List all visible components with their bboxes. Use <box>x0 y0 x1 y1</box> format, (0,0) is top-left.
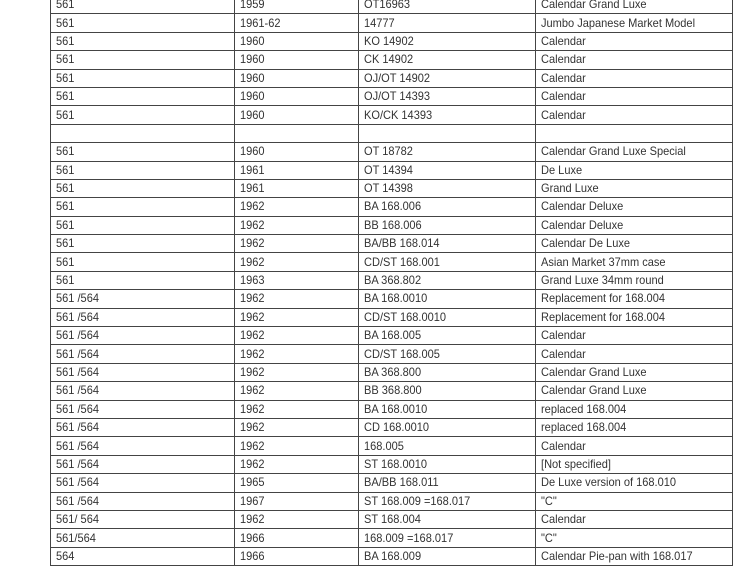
table-row <box>51 474 733 492</box>
reference-cell-text: 14777 <box>364 15 395 30</box>
description-cell[interactable] <box>535 235 732 253</box>
year-cell[interactable] <box>235 382 359 400</box>
year-cell[interactable] <box>235 290 359 308</box>
year-cell[interactable] <box>235 418 359 436</box>
reference-cell[interactable] <box>359 345 536 363</box>
reference-cell-text: BA 168.009 <box>364 548 422 563</box>
reference-cell[interactable] <box>359 455 536 473</box>
table-row <box>51 143 733 161</box>
description-cell-text: Calendar Grand Luxe <box>540 383 647 398</box>
model-cell[interactable] <box>51 235 235 253</box>
model-cell-text: 561 <box>56 107 75 122</box>
year-cell-text: 1966 <box>240 530 265 545</box>
year-cell[interactable] <box>235 124 359 142</box>
year-cell-text: 1963 <box>240 273 265 288</box>
model-cell-text: 561 /564 <box>56 346 99 361</box>
table-row <box>51 290 733 308</box>
year-cell[interactable] <box>235 547 359 565</box>
reference-cell[interactable] <box>359 106 536 124</box>
reference-cell-text: KO/CK 14393 <box>364 107 433 122</box>
table-row <box>51 51 733 69</box>
year-cell-text: 1962 <box>240 365 265 379</box>
model-cell-text: 561 <box>56 273 75 288</box>
description-cell-text: Calendar Deluxe <box>540 199 624 214</box>
year-cell[interactable] <box>235 492 359 510</box>
model-cell-text: 561 <box>56 70 75 85</box>
model-cell-text: 561 <box>56 144 75 159</box>
reference-cell[interactable] <box>359 32 536 50</box>
description-cell[interactable] <box>535 124 732 142</box>
year-cell-text: 1962 <box>240 420 265 435</box>
description-cell-text: Calendar <box>540 52 586 67</box>
description-cell[interactable] <box>535 510 732 528</box>
year-cell-text: 1961-62 <box>240 15 281 30</box>
year-cell-text: 1960 <box>240 89 265 104</box>
model-cell[interactable] <box>51 51 235 69</box>
year-cell[interactable] <box>235 14 359 32</box>
model-cell-text: 561 /564 <box>56 420 99 435</box>
description-cell[interactable] <box>535 400 732 418</box>
description-cell[interactable] <box>535 437 732 455</box>
reference-cell[interactable] <box>359 510 536 528</box>
description-cell-text: Calendar <box>540 512 586 527</box>
reference-cell[interactable] <box>359 235 536 253</box>
model-cell-text: 561 /564 <box>56 291 99 306</box>
reference-cell-text: BA/BB 168.011 <box>364 475 439 490</box>
description-cell[interactable] <box>535 382 732 400</box>
table-row <box>51 216 733 234</box>
model-cell-text: 561 <box>56 254 75 269</box>
year-cell-text: 1960 <box>240 52 265 67</box>
model-cell[interactable] <box>51 0 235 14</box>
reference-cell-text: CD 168.0010 <box>364 420 430 435</box>
year-cell[interactable] <box>235 0 359 14</box>
description-cell-text: replaced 168.004 <box>540 401 627 416</box>
reference-cell-text: CD/ST 168.0010 <box>364 309 447 324</box>
reference-cell[interactable] <box>359 418 536 436</box>
year-cell[interactable] <box>235 32 359 50</box>
year-cell[interactable] <box>235 327 359 345</box>
table-row <box>51 14 733 32</box>
model-cell[interactable] <box>51 474 235 492</box>
description-cell[interactable] <box>535 51 732 69</box>
model-cell[interactable] <box>51 418 235 436</box>
model-cell-text: 564 <box>56 548 75 563</box>
description-cell-text: Calendar <box>540 89 586 104</box>
reference-cell[interactable] <box>359 0 536 14</box>
description-cell[interactable] <box>535 14 732 32</box>
table-row <box>51 271 733 289</box>
model-cell-text: 561 /564 <box>56 493 99 508</box>
model-cell-text: 561 <box>56 162 75 177</box>
reference-cell-text: CD/ST 168.001 <box>364 254 440 269</box>
reference-cell-text: OT 14398 <box>364 181 413 196</box>
year-cell-text: 1959 <box>240 0 265 12</box>
model-cell-text: 561 /564 <box>56 475 99 490</box>
reference-cell[interactable] <box>359 400 536 418</box>
description-cell-text: replaced 168.004 <box>540 420 627 435</box>
model-cell[interactable] <box>51 327 235 345</box>
model-cell[interactable] <box>51 179 235 197</box>
model-cell[interactable] <box>51 382 235 400</box>
year-cell[interactable] <box>235 87 359 105</box>
year-cell[interactable] <box>235 51 359 69</box>
description-cell-text: Calendar Grand Luxe Special <box>540 144 686 159</box>
model-cell[interactable] <box>51 345 235 363</box>
year-cell-text: 1960 <box>240 70 265 85</box>
year-cell[interactable] <box>235 474 359 492</box>
year-cell[interactable] <box>235 510 359 528</box>
description-cell-text: Calendar <box>540 33 586 48</box>
model-cell[interactable] <box>51 529 235 547</box>
model-cell[interactable] <box>51 198 235 216</box>
model-cell-text: 561 <box>56 89 75 104</box>
reference-cell[interactable] <box>359 437 536 455</box>
model-cell[interactable] <box>51 455 235 473</box>
year-cell-text: 1962 <box>240 199 265 214</box>
description-cell-text: Calendar Grand Luxe <box>540 0 647 12</box>
table-row <box>51 345 733 363</box>
year-cell[interactable] <box>235 363 359 381</box>
year-cell[interactable] <box>235 529 359 547</box>
year-cell-text: 1962 <box>240 401 265 416</box>
model-cell[interactable] <box>51 124 235 142</box>
year-cell-text: 1961 <box>240 181 265 196</box>
reference-cell-text: OJ/OT 14393 <box>364 89 431 104</box>
reference-cell[interactable] <box>359 271 536 289</box>
reference-cell-text: 168.005 <box>364 438 404 453</box>
description-cell-text: Calendar Grand Luxe <box>540 365 647 379</box>
model-cell-text: 561 <box>56 33 75 48</box>
model-cell[interactable] <box>51 308 235 326</box>
model-cell[interactable] <box>51 547 235 565</box>
description-cell[interactable] <box>535 492 732 510</box>
model-cell[interactable] <box>51 32 235 50</box>
year-cell-text: 1962 <box>240 217 265 232</box>
year-cell[interactable] <box>235 216 359 234</box>
year-cell-text: 1962 <box>240 383 265 398</box>
table-row <box>51 455 733 473</box>
reference-cell[interactable] <box>359 382 536 400</box>
year-cell[interactable] <box>235 253 359 271</box>
reference-cell-text: KO 14902 <box>364 33 414 48</box>
description-cell-text: Grand Luxe <box>540 181 599 196</box>
reference-cell-text: BA 168.006 <box>364 199 422 214</box>
reference-cell-text: BA 168.005 <box>364 328 422 343</box>
description-cell[interactable] <box>535 32 732 50</box>
reference-cell[interactable] <box>359 547 536 565</box>
table-row <box>51 547 733 565</box>
year-cell[interactable] <box>235 345 359 363</box>
reference-cell[interactable] <box>359 69 536 87</box>
reference-cell[interactable] <box>359 14 536 32</box>
reference-cell-text: OJ/OT 14902 <box>364 70 431 85</box>
reference-cell[interactable] <box>359 143 536 161</box>
description-cell-text: De Luxe version of 168.010 <box>540 475 676 490</box>
year-cell-text: 1960 <box>240 107 265 122</box>
description-cell[interactable] <box>535 69 732 87</box>
year-cell-text: 1962 <box>240 236 265 251</box>
year-cell-text: 1962 <box>240 456 265 471</box>
description-cell-text: Calendar <box>540 438 586 453</box>
year-cell-text: 1961 <box>240 162 265 177</box>
table-row <box>51 69 733 87</box>
table-row <box>51 400 733 418</box>
table-row <box>51 253 733 271</box>
description-cell[interactable] <box>535 290 732 308</box>
description-cell-text: Replacement for 168.004 <box>540 309 665 324</box>
model-cell[interactable] <box>51 161 235 179</box>
model-cell-text: 561 /564 <box>56 456 99 471</box>
description-cell-text: Calendar <box>540 346 586 361</box>
description-cell-text: Calendar <box>540 70 586 85</box>
reference-cell[interactable] <box>359 492 536 510</box>
description-cell[interactable] <box>535 418 732 436</box>
table-row <box>51 382 733 400</box>
year-cell[interactable] <box>235 69 359 87</box>
reference-cell-text: 168.009 =168.017 <box>364 530 454 545</box>
year-cell-text: 1962 <box>240 346 265 361</box>
reference-cell-text: BA 368.802 <box>364 273 422 288</box>
model-cell[interactable] <box>51 106 235 124</box>
model-cell-text: 561/564 <box>56 530 96 545</box>
table-row <box>51 179 733 197</box>
model-cell[interactable] <box>51 14 235 32</box>
description-cell[interactable] <box>535 0 732 14</box>
model-cell[interactable] <box>51 400 235 418</box>
table-row <box>51 198 733 216</box>
reference-cell[interactable] <box>359 87 536 105</box>
description-cell-text: "C" <box>540 493 557 508</box>
description-cell-text: De Luxe <box>540 162 583 177</box>
description-cell[interactable] <box>535 216 732 234</box>
reference-cell-text: OT 14394 <box>364 162 413 177</box>
table-row <box>51 106 733 124</box>
year-cell[interactable] <box>235 437 359 455</box>
table-row <box>51 327 733 345</box>
description-cell-text: Calendar <box>540 107 586 122</box>
year-cell[interactable] <box>235 179 359 197</box>
year-cell-text: 1962 <box>240 328 265 343</box>
reference-cell-text: BA 168.0010 <box>364 291 428 306</box>
year-cell-text: 1962 <box>240 512 265 527</box>
year-cell-text: 1966 <box>240 548 265 563</box>
spreadsheet <box>50 0 733 566</box>
description-cell-text: Jumbo Japanese Market Model <box>540 15 695 30</box>
description-cell[interactable] <box>535 179 732 197</box>
table-row <box>51 161 733 179</box>
year-cell-text: 1962 <box>240 254 265 269</box>
description-cell-text: Calendar <box>540 328 586 343</box>
model-cell[interactable] <box>51 253 235 271</box>
description-cell-text: Asian Market 37mm case <box>540 254 666 269</box>
model-cell-text: 561 <box>56 52 75 67</box>
model-cell[interactable] <box>51 87 235 105</box>
table-row <box>51 418 733 436</box>
reference-cell[interactable] <box>359 529 536 547</box>
model-cell[interactable] <box>51 271 235 289</box>
model-cell[interactable] <box>51 290 235 308</box>
model-cell-text: 561 /564 <box>56 438 99 453</box>
year-cell[interactable] <box>235 198 359 216</box>
reference-cell-text: CD/ST 168.005 <box>364 346 440 361</box>
model-cell[interactable] <box>51 143 235 161</box>
model-cell-text: 561/ 564 <box>56 512 99 527</box>
model-cell[interactable] <box>51 510 235 528</box>
year-cell[interactable] <box>235 400 359 418</box>
watch-reference-table <box>50 0 733 566</box>
table-row <box>51 235 733 253</box>
description-cell-text: "C" <box>540 530 557 545</box>
reference-cell[interactable] <box>359 216 536 234</box>
year-cell-text: 1962 <box>240 291 265 306</box>
reference-cell-text: OT 18782 <box>364 144 413 159</box>
model-cell-text: 561 <box>56 217 75 232</box>
description-cell[interactable] <box>535 363 732 381</box>
model-cell[interactable] <box>51 69 235 87</box>
description-cell[interactable] <box>535 455 732 473</box>
reference-cell-text: ST 168.0010 <box>364 456 428 471</box>
description-cell[interactable] <box>535 271 732 289</box>
reference-cell-text: BB 368.800 <box>364 383 422 398</box>
description-cell[interactable] <box>535 198 732 216</box>
reference-cell[interactable] <box>359 198 536 216</box>
model-cell[interactable] <box>51 492 235 510</box>
description-cell[interactable] <box>535 253 732 271</box>
year-cell[interactable] <box>235 308 359 326</box>
model-cell-text: 561 /564 <box>56 365 99 379</box>
reference-cell-text: BA 368.800 <box>364 365 422 379</box>
reference-cell[interactable] <box>359 308 536 326</box>
description-cell[interactable] <box>535 474 732 492</box>
table-row <box>51 32 733 50</box>
table-row <box>51 87 733 105</box>
model-cell-text: 561 /564 <box>56 383 99 398</box>
reference-cell-text: BA 168.0010 <box>364 401 428 416</box>
description-cell[interactable] <box>535 529 732 547</box>
year-cell-text: 1960 <box>240 144 265 159</box>
model-cell-text: 561 <box>56 199 75 214</box>
year-cell-text: 1965 <box>240 475 265 490</box>
description-cell-text: Replacement for 168.004 <box>540 291 665 306</box>
table-row <box>51 492 733 510</box>
model-cell-text: 561 /564 <box>56 328 99 343</box>
description-cell[interactable] <box>535 547 732 565</box>
table-row <box>51 124 733 142</box>
year-cell[interactable] <box>235 455 359 473</box>
reference-cell-text: BB 168.006 <box>364 217 422 232</box>
reference-cell-text: BA/BB 168.014 <box>364 236 440 251</box>
reference-cell[interactable] <box>359 327 536 345</box>
description-cell[interactable] <box>535 345 732 363</box>
model-cell-text: 561 <box>56 181 75 196</box>
year-cell[interactable] <box>235 235 359 253</box>
year-cell-text: 1962 <box>240 309 265 324</box>
year-cell[interactable] <box>235 271 359 289</box>
reference-cell[interactable] <box>359 124 536 142</box>
reference-cell-text: CK 14902 <box>364 52 414 67</box>
reference-cell[interactable] <box>359 253 536 271</box>
model-cell-text: 561 <box>56 15 75 30</box>
description-cell[interactable] <box>535 308 732 326</box>
reference-cell[interactable] <box>359 363 536 381</box>
description-cell-text: Calendar Pie-pan with 168.017 <box>540 548 693 563</box>
reference-cell-text: OT16963 <box>364 0 411 12</box>
reference-cell[interactable] <box>359 161 536 179</box>
year-cell[interactable] <box>235 161 359 179</box>
year-cell-text: 1962 <box>240 438 265 453</box>
reference-cell[interactable] <box>359 290 536 308</box>
model-cell-text: 561 /564 <box>56 309 99 324</box>
table-row <box>51 363 733 381</box>
table-row <box>51 0 733 14</box>
description-cell-text: Grand Luxe 34mm round <box>540 273 664 288</box>
year-cell-text: 1967 <box>240 493 265 508</box>
description-cell-text: Calendar Deluxe <box>540 217 624 232</box>
description-cell[interactable] <box>535 327 732 345</box>
reference-cell[interactable] <box>359 51 536 69</box>
reference-cell-text: ST 168.009 =168.017 <box>364 493 471 508</box>
description-cell-text: [Not specified] <box>540 456 611 471</box>
description-cell-text: Calendar De Luxe <box>540 236 630 251</box>
model-cell-text: 561 <box>56 236 75 251</box>
year-cell[interactable] <box>235 143 359 161</box>
table-row <box>51 308 733 326</box>
table-row <box>51 510 733 528</box>
table-row <box>51 437 733 455</box>
table-row <box>51 529 733 547</box>
description-cell[interactable] <box>535 87 732 105</box>
model-cell[interactable] <box>51 363 235 381</box>
model-cell[interactable] <box>51 437 235 455</box>
description-cell[interactable] <box>535 143 732 161</box>
year-cell-text: 1960 <box>240 33 265 48</box>
model-cell-text: 561 <box>56 0 75 12</box>
reference-cell[interactable] <box>359 179 536 197</box>
year-cell[interactable] <box>235 106 359 124</box>
reference-cell[interactable] <box>359 474 536 492</box>
model-cell[interactable] <box>51 216 235 234</box>
model-cell-text: 561 /564 <box>56 401 99 416</box>
reference-cell-text: ST 168.004 <box>364 512 421 527</box>
description-cell[interactable] <box>535 106 732 124</box>
description-cell[interactable] <box>535 161 732 179</box>
